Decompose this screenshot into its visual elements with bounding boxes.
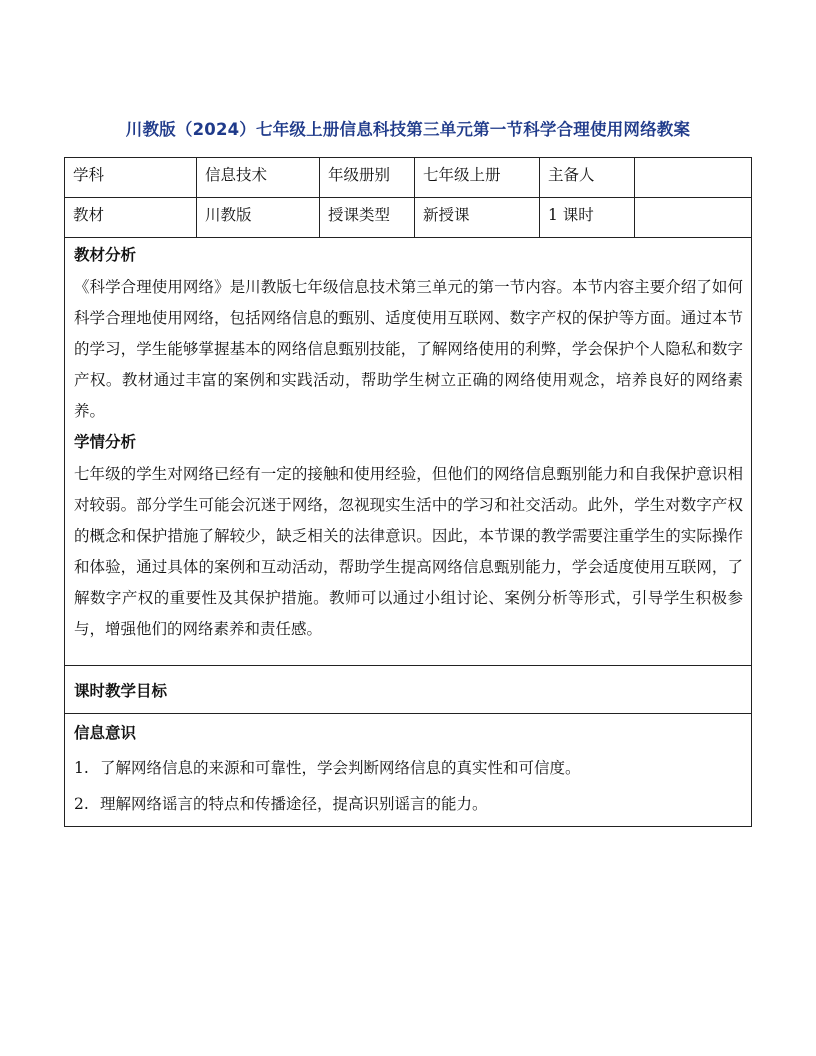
value-subject: 信息技术 xyxy=(197,158,320,198)
objective-text: 理解网络谣言的特点和传播途径，提高识别谣言的能力。 xyxy=(100,795,488,813)
info-row-subject xyxy=(65,158,752,198)
label-subject: 学科 xyxy=(65,158,197,198)
textbook-analysis-body: 《科学合理使用网络》是川教版七年级信息技术第三单元的第一节内容。本节内容主要介绍了如何科学合理地使用网络，包括网络信息的甄别、适度使用互联网、数字产权的保护等方面。通过本节的学习，学生能够掌握基本的网络信息甄别技能，了解网络使用的利弊，学会保护个人隐私和数字产权。教材通过丰富的案例和实践活动，帮助学生树立正确的网络使用观念，培养良好的网络素养。 xyxy=(74,278,743,420)
textbook-analysis-heading: 教材分析 xyxy=(74,246,137,264)
label-textbook: 教材 xyxy=(65,198,197,238)
textbook-analysis-row xyxy=(65,238,752,666)
lesson-plan-table xyxy=(64,157,752,827)
label-lead-teacher: 主备人 xyxy=(540,158,635,198)
objectives-content-cell xyxy=(65,714,752,827)
textbook-analysis-section xyxy=(65,238,752,666)
value-duration: 1 课时 xyxy=(540,198,635,238)
document-title: 川教版（2024）七年级上册信息科技第三单元第一节科学合理使用网络教案 xyxy=(125,120,691,139)
info-awareness-heading: 信息意识 xyxy=(74,724,137,742)
objective-number: 2. xyxy=(74,795,89,813)
objective-number: 1. xyxy=(74,759,89,777)
objectives-content-row xyxy=(65,714,752,827)
value-lesson-type: 新授课 xyxy=(415,198,540,238)
objective-item xyxy=(74,750,743,786)
value-grade: 七年级上册 xyxy=(415,158,540,198)
student-analysis-body: 七年级的学生对网络已经有一定的接触和使用经验，但他们的网络信息甄别能力和自我保护意识相对较弱。部分学生可能会沉迷于网络，忽视现实生活中的学习和社交活动。此外，学生对数字产权的概念和保护措施了解较少，缺乏相关的法律意识。因此，本节课的教学需要注重学生的实际操作和体验，通过具体的案例和互动活动，帮助学生提高网络信息甄别能力，学会适度使用互联网，了解数字产权的重要性及其保护措施。教师可以通过小组讨论、案例分析等形式，引导学生积极参与，增强他们的网络素养和责任感。 xyxy=(74,465,743,638)
value-empty xyxy=(635,198,752,238)
objective-item xyxy=(74,786,743,822)
objectives-title-cell xyxy=(65,666,752,714)
value-lead-teacher xyxy=(635,158,752,198)
info-row-textbook xyxy=(65,198,752,238)
objective-text: 了解网络信息的来源和可靠性，学会判断网络信息的真实性和可信度。 xyxy=(100,759,581,777)
objectives-heading: 课时教学目标 xyxy=(74,682,168,700)
label-lesson-type: 授课类型 xyxy=(320,198,415,238)
student-analysis-heading: 学情分析 xyxy=(74,433,137,451)
objectives-title-row xyxy=(65,666,752,714)
value-textbook: 川教版 xyxy=(197,198,320,238)
label-grade: 年级册别 xyxy=(320,158,415,198)
